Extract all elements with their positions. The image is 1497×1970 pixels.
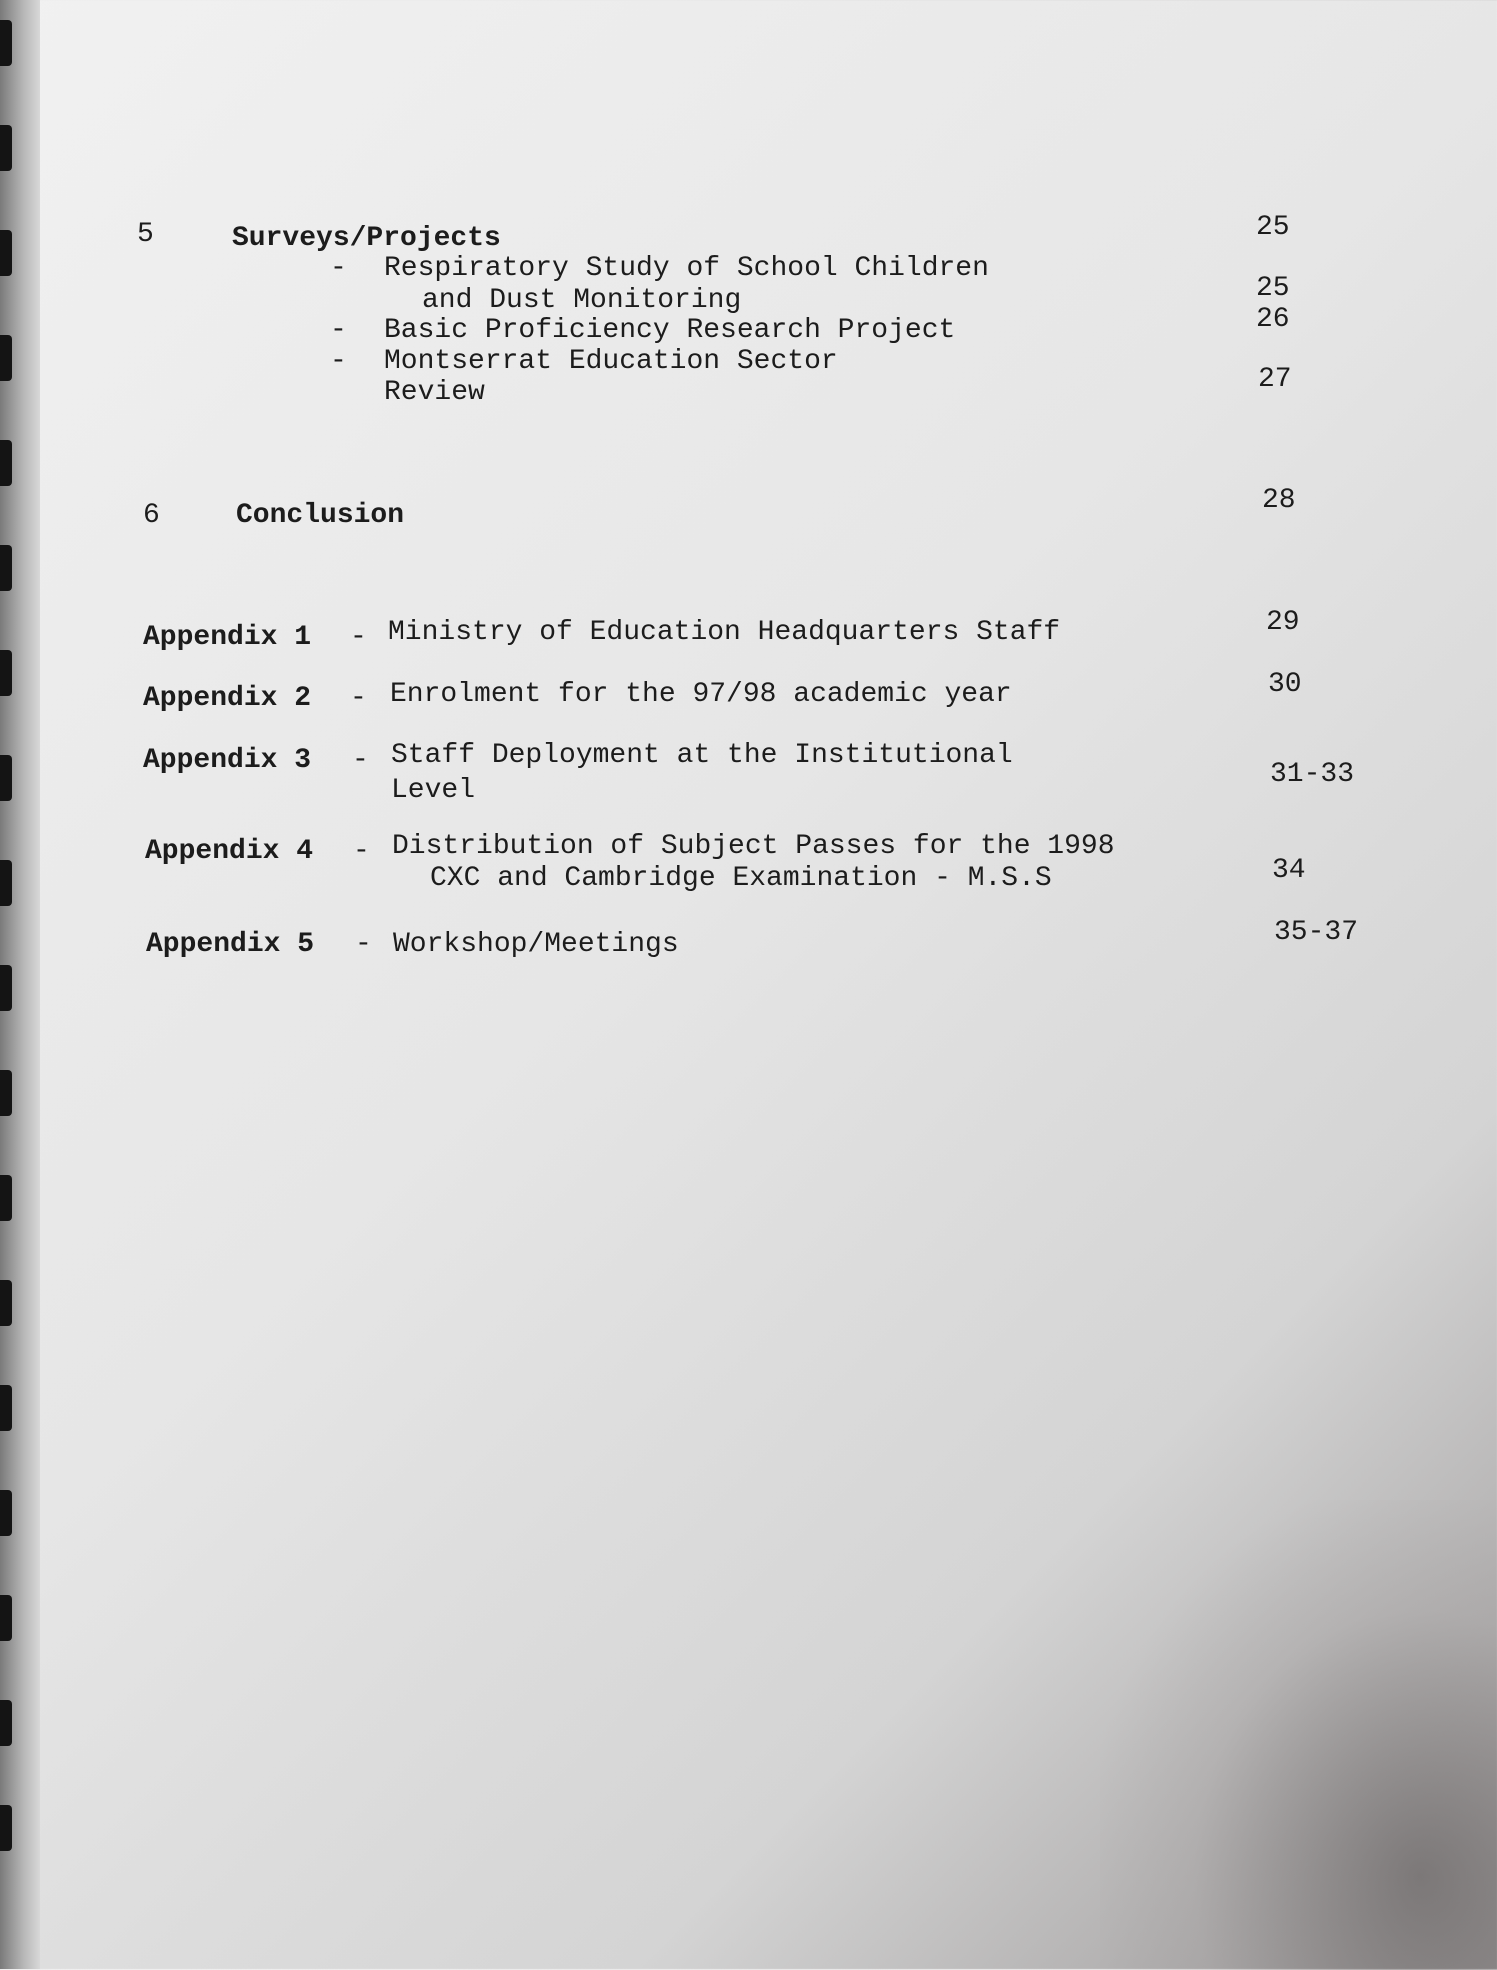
entry-line: and Dust Monitoring [422,285,742,316]
page-number: 29 [1266,607,1300,638]
appendix-title: CXC and Cambridge Examination - M.S.S [430,863,1052,894]
appendix-label: Appendix 2 [143,683,312,714]
page-number: 35-37 [1274,917,1359,948]
appendix-title: Distribution of Subject Passes for the 1998 [392,831,1115,862]
appendix-title: Level [391,775,476,806]
entry-line: Review [384,377,485,408]
dash: - [352,745,369,776]
section-number: 6 [143,500,160,531]
appendix-label: Appendix 1 [143,622,312,653]
page-number: 25 [1256,212,1290,243]
page-number: 31-33 [1270,759,1355,790]
appendix-label: Appendix 5 [146,929,315,960]
dash: - [350,683,367,714]
dash: - [353,836,370,867]
appendix-title: Ministry of Education Headquarters Staff [388,617,1061,648]
appendix-title: Staff Deployment at the Institutional [391,740,1013,771]
section-title: Surveys/Projects [232,223,501,254]
appendix-title: Enrolment for the 97/98 academic year [390,679,1012,710]
dash: - [350,622,367,653]
bullet: - [330,315,347,346]
entry-line: Basic Proficiency Research Project [384,315,956,346]
page-number: 30 [1268,669,1302,700]
entry-line: Montserrat Education Sector [384,346,838,377]
dash: - [355,929,372,960]
appendix-label: Appendix 4 [145,836,314,867]
appendix-title: Workshop/Meetings [393,929,679,960]
entry-line: Respiratory Study of School Children [384,253,989,284]
bullet: - [330,346,347,377]
page-number: 25 [1256,273,1290,304]
section-title: Conclusion [236,500,405,531]
bullet: - [330,253,347,284]
page-number: 28 [1262,485,1296,516]
page-number: 34 [1272,855,1306,886]
page-number: 26 [1256,304,1290,335]
appendix-label: Appendix 3 [143,745,312,776]
section-number: 5 [137,219,154,250]
page-number: 27 [1258,364,1292,395]
